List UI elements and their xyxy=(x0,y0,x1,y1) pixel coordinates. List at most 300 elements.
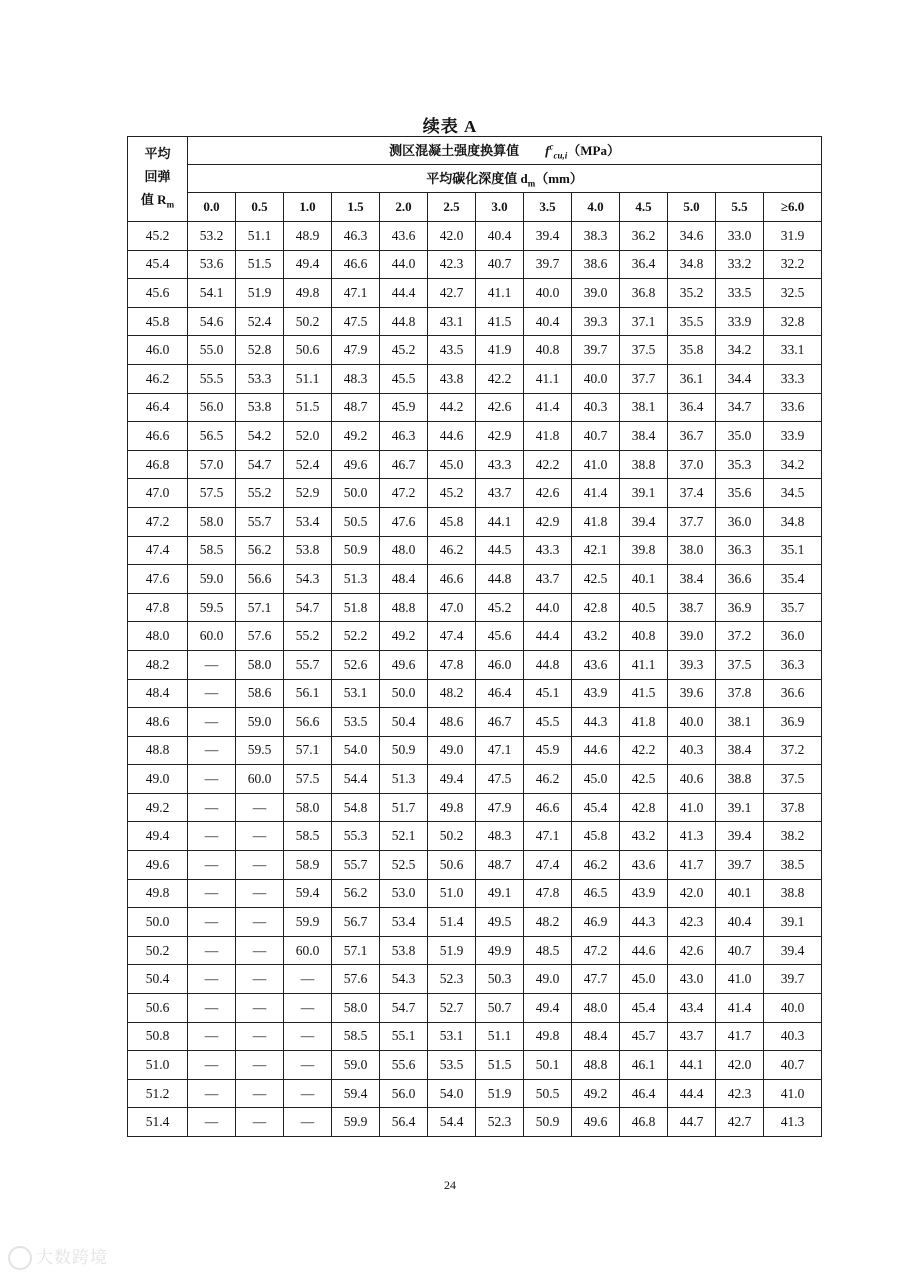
strength-value-cell: 58.5 xyxy=(332,1022,380,1051)
strength-value-cell: 53.1 xyxy=(428,1022,476,1051)
strength-value-cell: 58.0 xyxy=(188,507,236,536)
strength-value-cell: 50.7 xyxy=(476,994,524,1023)
table-row xyxy=(128,1108,822,1137)
strength-value-cell: 47.9 xyxy=(332,336,380,365)
strength-value-cell: 54.3 xyxy=(380,965,428,994)
strength-value-cell: 51.5 xyxy=(236,250,284,279)
strength-value-cell: 59.9 xyxy=(284,908,332,937)
strength-value-cell: 38.4 xyxy=(620,422,668,451)
strength-value-cell: 51.3 xyxy=(332,565,380,594)
strength-value-cell: 47.5 xyxy=(476,765,524,794)
strength-value-cell: 60.0 xyxy=(284,936,332,965)
strength-value-cell: — xyxy=(236,1051,284,1080)
strength-value-cell: 44.4 xyxy=(380,279,428,308)
strength-value-cell: 51.3 xyxy=(380,765,428,794)
strength-value-cell: 53.6 xyxy=(188,250,236,279)
strength-value-cell: 50.0 xyxy=(332,479,380,508)
strength-value-cell: 51.1 xyxy=(476,1022,524,1051)
rebound-value-cell: 50.0 xyxy=(128,908,188,937)
carbonation-depth-header: 平均碳化深度值 $d_m(mm)$ xyxy=(188,165,822,193)
strength-value-cell: 45.5 xyxy=(524,708,572,737)
strength-value-cell: 46.0 xyxy=(476,650,524,679)
strength-value-cell: — xyxy=(236,965,284,994)
strength-value-cell: 37.5 xyxy=(764,765,822,794)
strength-value-cell: 47.4 xyxy=(524,851,572,880)
strength-value-cell: 42.1 xyxy=(572,536,620,565)
strength-value-cell: 43.2 xyxy=(620,822,668,851)
strength-value-cell: 35.4 xyxy=(764,565,822,594)
strength-value-cell: 45.0 xyxy=(620,965,668,994)
strength-value-cell: 50.9 xyxy=(332,536,380,565)
strength-value-cell: 52.1 xyxy=(380,822,428,851)
strength-value-cell: 48.0 xyxy=(572,994,620,1023)
rebound-value-cell: 49.6 xyxy=(128,851,188,880)
strength-value-cell: 56.4 xyxy=(380,1108,428,1137)
strength-value-cell: 45.1 xyxy=(524,679,572,708)
strength-value-cell: 45.4 xyxy=(620,994,668,1023)
table-row xyxy=(128,593,822,622)
strength-value-cell: 44.1 xyxy=(476,507,524,536)
strength-value-cell: 45.2 xyxy=(428,479,476,508)
strength-value-cell: 52.8 xyxy=(236,336,284,365)
strength-value-cell: 38.2 xyxy=(764,822,822,851)
strength-value-cell: 54.1 xyxy=(188,279,236,308)
strength-value-cell: 40.0 xyxy=(764,994,822,1023)
strength-value-cell: 54.6 xyxy=(188,307,236,336)
strength-value-cell: — xyxy=(188,879,236,908)
strength-value-cell: 31.9 xyxy=(764,222,822,251)
strength-value-cell: 52.3 xyxy=(476,1108,524,1137)
strength-value-cell: 58.6 xyxy=(236,679,284,708)
strength-value-cell: 34.2 xyxy=(716,336,764,365)
strength-value-cell: 42.0 xyxy=(668,879,716,908)
strength-value-cell: 36.8 xyxy=(620,279,668,308)
table-row xyxy=(128,1079,822,1108)
table-row xyxy=(128,650,822,679)
depth-header-cell: 5.5 xyxy=(716,193,764,222)
strength-value-cell: 46.6 xyxy=(332,250,380,279)
strength-value-cell: 46.3 xyxy=(332,222,380,251)
strength-value-cell: 44.4 xyxy=(668,1079,716,1108)
strength-value-cell: 47.4 xyxy=(428,622,476,651)
strength-value-cell: 33.0 xyxy=(716,222,764,251)
strength-value-cell: 43.6 xyxy=(380,222,428,251)
strength-value-cell: 38.0 xyxy=(668,536,716,565)
strength-value-cell: 40.1 xyxy=(620,565,668,594)
rebound-value-cell: 49.8 xyxy=(128,879,188,908)
strength-value-cell: 37.5 xyxy=(620,336,668,365)
table-row xyxy=(128,250,822,279)
depth-header-cell: 0.0 xyxy=(188,193,236,222)
strength-value-cell: 46.4 xyxy=(476,679,524,708)
strength-value-cell: 34.5 xyxy=(764,479,822,508)
strength-value-cell: 36.9 xyxy=(716,593,764,622)
strength-value-cell: 44.6 xyxy=(572,736,620,765)
strength-value-cell: 49.0 xyxy=(428,736,476,765)
strength-value-cell: — xyxy=(188,650,236,679)
strength-value-cell: 48.4 xyxy=(380,565,428,594)
table-row xyxy=(128,336,822,365)
strength-value-cell: 57.1 xyxy=(284,736,332,765)
rebound-value-cell: 49.4 xyxy=(128,822,188,851)
strength-value-cell: 55.2 xyxy=(284,622,332,651)
strength-value-cell: 42.0 xyxy=(716,1051,764,1080)
strength-value-cell: 38.7 xyxy=(668,593,716,622)
strength-value-cell: 43.6 xyxy=(572,650,620,679)
strength-value-cell: 46.4 xyxy=(620,1079,668,1108)
rebound-value-cell: 47.0 xyxy=(128,479,188,508)
strength-value-cell: — xyxy=(188,793,236,822)
strength-value-cell: 52.4 xyxy=(284,450,332,479)
depth-header-cell: 1.5 xyxy=(332,193,380,222)
strength-value-cell: 59.0 xyxy=(236,708,284,737)
strength-value-cell: 44.1 xyxy=(668,1051,716,1080)
strength-value-cell: 40.4 xyxy=(716,908,764,937)
strength-value-cell: 56.6 xyxy=(236,565,284,594)
table-row xyxy=(128,222,822,251)
strength-value-cell: 52.0 xyxy=(284,422,332,451)
depth-header-cell: 2.0 xyxy=(380,193,428,222)
strength-value-cell: — xyxy=(236,822,284,851)
strength-value-cell: 57.0 xyxy=(188,450,236,479)
strength-value-cell: — xyxy=(236,994,284,1023)
strength-value-cell: 50.9 xyxy=(524,1108,572,1137)
strength-value-cell: 51.9 xyxy=(236,279,284,308)
strength-value-cell: 42.6 xyxy=(668,936,716,965)
strength-value-cell: 41.4 xyxy=(524,393,572,422)
strength-value-cell: 58.0 xyxy=(332,994,380,1023)
strength-value-cell: 36.4 xyxy=(620,250,668,279)
strength-value-cell: 44.5 xyxy=(476,536,524,565)
strength-value-cell: 43.1 xyxy=(428,307,476,336)
strength-value-cell: 59.0 xyxy=(188,565,236,594)
strength-value-cell: 41.1 xyxy=(524,364,572,393)
strength-value-cell: 34.8 xyxy=(668,250,716,279)
strength-value-cell: 58.0 xyxy=(236,650,284,679)
strength-value-cell: 41.7 xyxy=(716,1022,764,1051)
strength-value-cell: 54.7 xyxy=(236,450,284,479)
strength-value-cell: — xyxy=(188,965,236,994)
depth-header-cell: 1.0 xyxy=(284,193,332,222)
strength-value-cell: 38.4 xyxy=(716,736,764,765)
strength-value-cell: 48.2 xyxy=(428,679,476,708)
strength-value-cell: 34.2 xyxy=(764,450,822,479)
strength-value-cell: 41.5 xyxy=(620,679,668,708)
strength-value-cell: 49.4 xyxy=(524,994,572,1023)
strength-value-cell: 45.6 xyxy=(476,622,524,651)
strength-value-cell: 52.4 xyxy=(236,307,284,336)
strength-value-cell: 43.8 xyxy=(428,364,476,393)
rebound-value-cell: 48.2 xyxy=(128,650,188,679)
strength-value-cell: 47.8 xyxy=(428,650,476,679)
table-row xyxy=(128,479,822,508)
strength-value-cell: 44.0 xyxy=(380,250,428,279)
rebound-value-cell: 50.4 xyxy=(128,965,188,994)
strength-value-cell: 39.4 xyxy=(524,222,572,251)
strength-value-cell: — xyxy=(236,1079,284,1108)
strength-value-cell: 43.3 xyxy=(524,536,572,565)
table-row xyxy=(128,679,822,708)
strength-value-cell: 45.7 xyxy=(620,1022,668,1051)
table-row xyxy=(128,765,822,794)
strength-value-cell: 40.3 xyxy=(572,393,620,422)
table-row xyxy=(128,822,822,851)
strength-value-cell: 46.3 xyxy=(380,422,428,451)
strength-value-cell: 49.2 xyxy=(380,622,428,651)
strength-value-cell: 42.6 xyxy=(524,479,572,508)
strength-value-cell: 59.5 xyxy=(188,593,236,622)
strength-value-cell: 42.3 xyxy=(428,250,476,279)
strength-value-cell: 46.7 xyxy=(380,450,428,479)
rebound-value-cell: 48.6 xyxy=(128,708,188,737)
strength-value-cell: 48.7 xyxy=(476,851,524,880)
strength-value-cell: 44.2 xyxy=(428,393,476,422)
strength-value-cell: 53.8 xyxy=(380,936,428,965)
strength-value-cell: 53.4 xyxy=(284,507,332,536)
rebound-value-cell: 45.6 xyxy=(128,279,188,308)
strength-value-cell: 45.4 xyxy=(572,793,620,822)
strength-value-cell: 45.0 xyxy=(572,765,620,794)
strength-value-cell: 38.8 xyxy=(716,765,764,794)
strength-value-cell: 40.7 xyxy=(764,1051,822,1080)
strength-value-cell: 53.8 xyxy=(284,536,332,565)
strength-symbol: $f^c_{cu,i}$ xyxy=(545,141,568,161)
strength-value-cell: 43.6 xyxy=(620,851,668,880)
strength-value-cell: 51.5 xyxy=(476,1051,524,1080)
rebound-value-cell: 46.2 xyxy=(128,364,188,393)
strength-value-cell: 55.7 xyxy=(236,507,284,536)
strength-value-cell: 41.0 xyxy=(764,1079,822,1108)
strength-value-cell: 37.8 xyxy=(716,679,764,708)
strength-value-cell: 38.8 xyxy=(620,450,668,479)
strength-value-cell: 56.2 xyxy=(236,536,284,565)
strength-value-cell: 41.4 xyxy=(572,479,620,508)
strength-value-cell: 45.0 xyxy=(428,450,476,479)
strength-value-cell: 45.8 xyxy=(572,822,620,851)
depth-header-cell: 4.5 xyxy=(620,193,668,222)
strength-value-cell: 52.6 xyxy=(332,650,380,679)
rebound-value-cell: 51.2 xyxy=(128,1079,188,1108)
strength-value-cell: 59.4 xyxy=(332,1079,380,1108)
strength-value-cell: 49.5 xyxy=(476,908,524,937)
strength-value-cell: 49.2 xyxy=(332,422,380,451)
strength-value-cell: 35.8 xyxy=(668,336,716,365)
strength-value-cell: 56.6 xyxy=(284,708,332,737)
strength-value-cell: 60.0 xyxy=(188,622,236,651)
strength-value-cell: 41.1 xyxy=(620,650,668,679)
strength-value-cell: 49.6 xyxy=(572,1108,620,1137)
strength-value-cell: 40.4 xyxy=(476,222,524,251)
rebound-value-cell: 48.0 xyxy=(128,622,188,651)
strength-value-cell: — xyxy=(236,1022,284,1051)
strength-value-cell: 38.4 xyxy=(668,565,716,594)
table-row xyxy=(128,364,822,393)
strength-value-cell: 58.9 xyxy=(284,851,332,880)
strength-value-cell: 46.2 xyxy=(428,536,476,565)
strength-value-cell: 50.6 xyxy=(428,851,476,880)
strength-value-cell: 34.8 xyxy=(764,507,822,536)
strength-value-cell: 46.1 xyxy=(620,1051,668,1080)
strength-value-cell: 49.8 xyxy=(428,793,476,822)
rebound-value-cell: 46.0 xyxy=(128,336,188,365)
strength-value-cell: 37.8 xyxy=(764,793,822,822)
strength-value-cell: 49.6 xyxy=(332,450,380,479)
strength-value-cell: 37.4 xyxy=(668,479,716,508)
strength-value-cell: 44.6 xyxy=(428,422,476,451)
table-row xyxy=(128,422,822,451)
strength-value-cell: — xyxy=(236,908,284,937)
strength-value-cell: — xyxy=(188,936,236,965)
strength-value-cell: 41.0 xyxy=(572,450,620,479)
strength-value-cell: 47.0 xyxy=(428,593,476,622)
strength-value-cell: 36.6 xyxy=(764,679,822,708)
strength-value-cell: 54.8 xyxy=(332,793,380,822)
depth-header-cell: 3.0 xyxy=(476,193,524,222)
strength-value-cell: 39.7 xyxy=(524,250,572,279)
strength-value-cell: 49.8 xyxy=(524,1022,572,1051)
strength-value-cell: — xyxy=(236,936,284,965)
strength-value-cell: — xyxy=(236,879,284,908)
table-row xyxy=(128,450,822,479)
strength-value-cell: 36.0 xyxy=(716,507,764,536)
watermark: 大数跨境 xyxy=(8,1243,108,1270)
strength-value-cell: — xyxy=(188,908,236,937)
strength-value-cell: 44.4 xyxy=(524,622,572,651)
strength-value-cell: 50.5 xyxy=(332,507,380,536)
strength-value-cell: 43.7 xyxy=(668,1022,716,1051)
strength-value-cell: 40.1 xyxy=(716,879,764,908)
strength-value-cell: 54.0 xyxy=(332,736,380,765)
strength-value-cell: 33.9 xyxy=(764,422,822,451)
strength-value-cell: 39.1 xyxy=(716,793,764,822)
strength-value-cell: 47.6 xyxy=(380,507,428,536)
strength-value-cell: 42.3 xyxy=(668,908,716,937)
strength-value-cell: 47.1 xyxy=(524,822,572,851)
strength-value-cell: 33.2 xyxy=(716,250,764,279)
strength-value-cell: 38.6 xyxy=(572,250,620,279)
strength-value-cell: 57.6 xyxy=(332,965,380,994)
strength-value-cell: 48.2 xyxy=(524,908,572,937)
strength-value-cell: 46.2 xyxy=(572,851,620,880)
depth-header-cell: 2.5 xyxy=(428,193,476,222)
strength-value-cell: 43.7 xyxy=(524,565,572,594)
strength-value-cell: 45.5 xyxy=(380,364,428,393)
strength-value-cell: 48.5 xyxy=(524,936,572,965)
strength-value-cell: 46.2 xyxy=(524,765,572,794)
table-row xyxy=(128,793,822,822)
strength-value-cell: 45.2 xyxy=(476,593,524,622)
rebound-value-cell: 48.4 xyxy=(128,679,188,708)
strength-value-cell: 59.4 xyxy=(284,879,332,908)
rebound-value-cell: 50.8 xyxy=(128,1022,188,1051)
strength-value-cell: 40.3 xyxy=(668,736,716,765)
strength-value-cell: 52.2 xyxy=(332,622,380,651)
strength-value-cell: 36.6 xyxy=(716,565,764,594)
strength-value-cell: 53.5 xyxy=(332,708,380,737)
strength-value-cell: 36.4 xyxy=(668,393,716,422)
strength-value-cell: — xyxy=(188,994,236,1023)
strength-value-cell: 51.7 xyxy=(380,793,428,822)
strength-value-cell: 42.2 xyxy=(620,736,668,765)
strength-value-cell: 42.2 xyxy=(476,364,524,393)
rebound-value-cell: 45.4 xyxy=(128,250,188,279)
strength-value-cell: 47.7 xyxy=(572,965,620,994)
strength-value-cell: 51.8 xyxy=(332,593,380,622)
strength-value-cell: 57.5 xyxy=(284,765,332,794)
strength-value-cell: 54.4 xyxy=(332,765,380,794)
strength-value-cell: 49.8 xyxy=(284,279,332,308)
strength-value-cell: 55.1 xyxy=(380,1022,428,1051)
strength-value-cell: 51.1 xyxy=(236,222,284,251)
rebound-value-cell: 46.4 xyxy=(128,393,188,422)
table-row xyxy=(128,1051,822,1080)
strength-value-cell: — xyxy=(284,1022,332,1051)
table-row xyxy=(128,565,822,594)
strength-value-cell: 39.1 xyxy=(620,479,668,508)
strength-value-cell: 32.2 xyxy=(764,250,822,279)
strength-value-cell: 51.0 xyxy=(428,879,476,908)
strength-value-cell: 37.2 xyxy=(764,736,822,765)
strength-value-cell: — xyxy=(188,851,236,880)
strength-value-cell: 48.6 xyxy=(428,708,476,737)
strength-value-cell: 39.4 xyxy=(716,822,764,851)
strength-value-cell: 60.0 xyxy=(236,765,284,794)
strength-value-cell: 43.9 xyxy=(620,879,668,908)
strength-value-cell: 48.9 xyxy=(284,222,332,251)
strength-value-cell: 35.2 xyxy=(668,279,716,308)
strength-value-cell: 42.9 xyxy=(524,507,572,536)
strength-value-cell: 52.7 xyxy=(428,994,476,1023)
rebound-value-cell: 47.6 xyxy=(128,565,188,594)
strength-value-cell: — xyxy=(188,736,236,765)
strength-value-cell: 54.7 xyxy=(284,593,332,622)
strength-value-cell: 47.9 xyxy=(476,793,524,822)
strength-value-cell: 58.0 xyxy=(284,793,332,822)
strength-value-cell: 44.6 xyxy=(620,936,668,965)
strength-value-cell: 50.2 xyxy=(284,307,332,336)
strength-value-cell: 37.2 xyxy=(716,622,764,651)
depth-header-cell: 0.5 xyxy=(236,193,284,222)
strength-conversion-table xyxy=(127,136,822,1137)
strength-value-cell: 41.1 xyxy=(476,279,524,308)
strength-value-cell: 41.8 xyxy=(620,708,668,737)
strength-value-cell: 53.8 xyxy=(236,393,284,422)
strength-value-cell: 44.8 xyxy=(380,307,428,336)
strength-value-cell: 41.0 xyxy=(668,793,716,822)
strength-value-cell: 45.2 xyxy=(380,336,428,365)
strength-value-cell: 41.0 xyxy=(716,965,764,994)
strength-value-cell: 41.8 xyxy=(524,422,572,451)
strength-value-cell: 40.0 xyxy=(572,364,620,393)
strength-value-cell: 35.7 xyxy=(764,593,822,622)
strength-value-cell: 43.7 xyxy=(476,479,524,508)
strength-value-cell: 39.8 xyxy=(620,536,668,565)
strength-value-cell: 36.0 xyxy=(764,622,822,651)
depth-header-cell: 3.5 xyxy=(524,193,572,222)
strength-value-cell: 59.9 xyxy=(332,1108,380,1137)
strength-value-cell: 41.8 xyxy=(572,507,620,536)
strength-value-cell: 56.0 xyxy=(380,1079,428,1108)
strength-value-cell: 47.1 xyxy=(332,279,380,308)
strength-value-cell: 50.0 xyxy=(380,679,428,708)
strength-value-cell: 42.5 xyxy=(620,765,668,794)
strength-value-cell: 49.9 xyxy=(476,936,524,965)
strength-value-cell: 36.7 xyxy=(668,422,716,451)
rebound-value-cell: 50.6 xyxy=(128,994,188,1023)
strength-value-cell: 40.8 xyxy=(620,622,668,651)
strength-value-cell: — xyxy=(188,1108,236,1137)
strength-value-cell: 47.8 xyxy=(524,879,572,908)
